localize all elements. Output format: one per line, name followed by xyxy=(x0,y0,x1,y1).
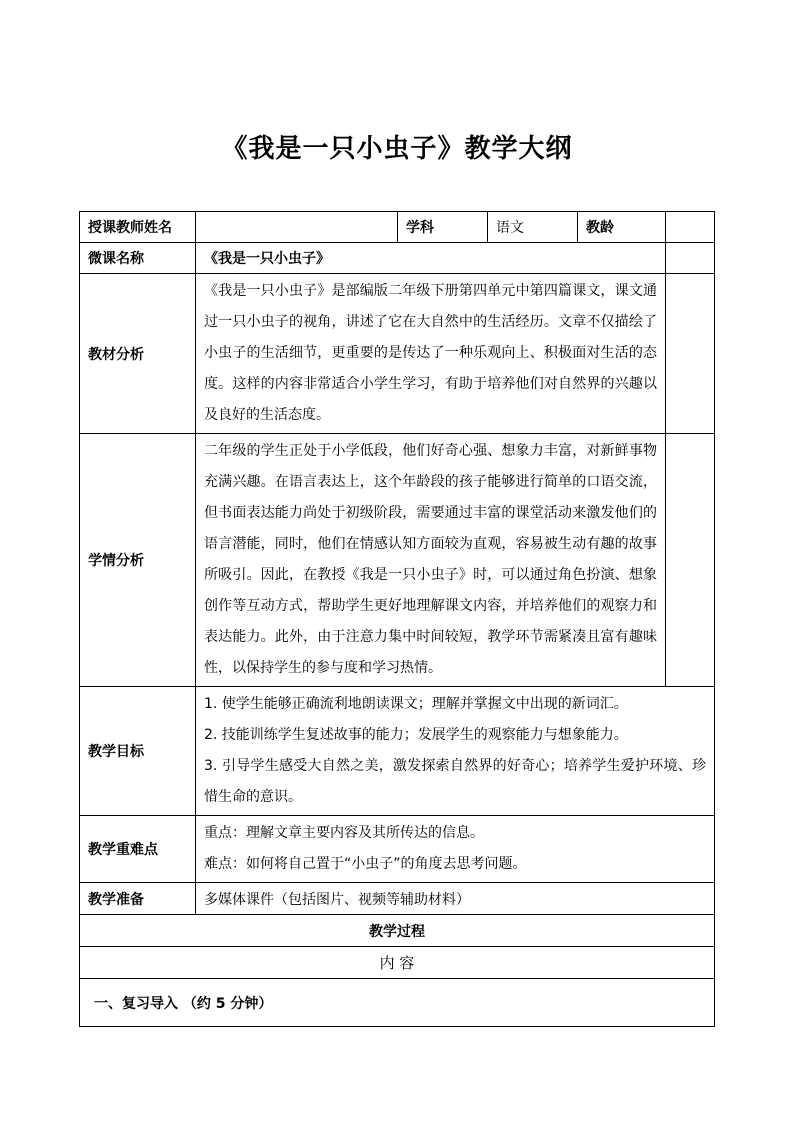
key-point: 重点：理解文章主要内容及其所传达的信息。 xyxy=(204,825,484,841)
row-teacher xyxy=(80,212,715,243)
goal-item: 3. 引导学生感受大自然之美，激发探索自然界的好奇心；培养学生爱护环境、珍惜生命的意识。 xyxy=(204,758,706,805)
row-process-header xyxy=(80,915,715,947)
syllabus-table xyxy=(79,211,715,1027)
material-analysis-extra xyxy=(666,274,715,434)
row-section-review xyxy=(80,979,715,1027)
student-analysis-label: 学情分析 xyxy=(80,434,196,687)
row-material-analysis xyxy=(80,274,715,434)
course-name-label: 微课名称 xyxy=(80,243,196,274)
student-analysis-extra xyxy=(666,434,715,687)
material-analysis-label: 教材分析 xyxy=(80,274,196,434)
difficult-point: 难点：如何将自己置于“小虫子”的角度去思考问题。 xyxy=(204,856,527,872)
student-analysis-text: 二年级的学生正处于小学低段，他们好奇心强、想象力丰富，对新鲜事物充满兴趣。在语言表达上，这个年龄段的孩子能够进行简单的口语交流，但书面表达能力尚处于初级阶段，需要通过丰富的课堂活动来激发他们的语言潜能，同时，他们在情感认知方面较为直观，容易被生动有趣的故事所吸引。因此，在教授《我是一只小虫子》时，可以通过角色扮演、想象创作等互动方式，帮助学生更好地理解课文内容，并培养他们的观察力和表达能力。此外，由于注意力集中时间较短，教学环节需紧凑且富有趣味性，以保持学生的参与度和学习热情。 xyxy=(196,434,666,687)
goal-item: 2. 技能训练学生复述故事的能力；发展学生的观察能力与想象能力。 xyxy=(204,727,628,743)
preparation-label: 教学准备 xyxy=(80,883,196,915)
teaching-years-label: 教龄 xyxy=(578,212,666,243)
course-name-value: 《我是一只小虫子》 xyxy=(196,243,666,274)
row-preparation xyxy=(80,883,715,915)
section-review-intro: 一、复习导入 （约 5 分钟） xyxy=(80,979,715,1027)
key-difficulty-label: 教学重难点 xyxy=(80,816,196,883)
goal-item: 1. 使学生能够正确流利地朗读课文；理解并掌握文中出现的新词汇。 xyxy=(204,696,628,712)
teaching-goals-label: 教学目标 xyxy=(80,687,196,816)
course-name-extra xyxy=(666,243,715,274)
page-title: 《我是一只小虫子》教学大纲 xyxy=(221,134,573,164)
row-student-analysis xyxy=(80,434,715,687)
subject-value: 语文 xyxy=(488,212,578,243)
subject-label: 学科 xyxy=(398,212,488,243)
content-header: 内 容 xyxy=(80,947,715,979)
row-teaching-goals xyxy=(80,687,715,816)
teaching-years-value xyxy=(666,212,715,243)
row-key-difficulty xyxy=(80,816,715,883)
row-content-header xyxy=(80,947,715,979)
teacher-name-value xyxy=(196,212,398,243)
key-difficulty-content xyxy=(196,816,715,883)
preparation-value: 多媒体课件（包括图片、视频等辅助材料） xyxy=(196,883,715,915)
teaching-process-header: 教学过程 xyxy=(80,915,715,947)
teacher-name-label: 授课教师姓名 xyxy=(80,212,196,243)
teaching-goals-list xyxy=(196,687,715,816)
row-course-name xyxy=(80,243,715,274)
material-analysis-text: 《我是一只小虫子》是部编版二年级下册第四单元中第四篇课文，课文通过一只小虫子的视角，讲述了它在大自然中的生活经历。文章不仅描绘了小虫子的生活细节，更重要的是传达了一种乐观向上、积极面对生活的态度。这样的内容非常适合小学生学习，有助于培养他们对自然界的兴趣以及良好的生活态度。 xyxy=(196,274,666,434)
